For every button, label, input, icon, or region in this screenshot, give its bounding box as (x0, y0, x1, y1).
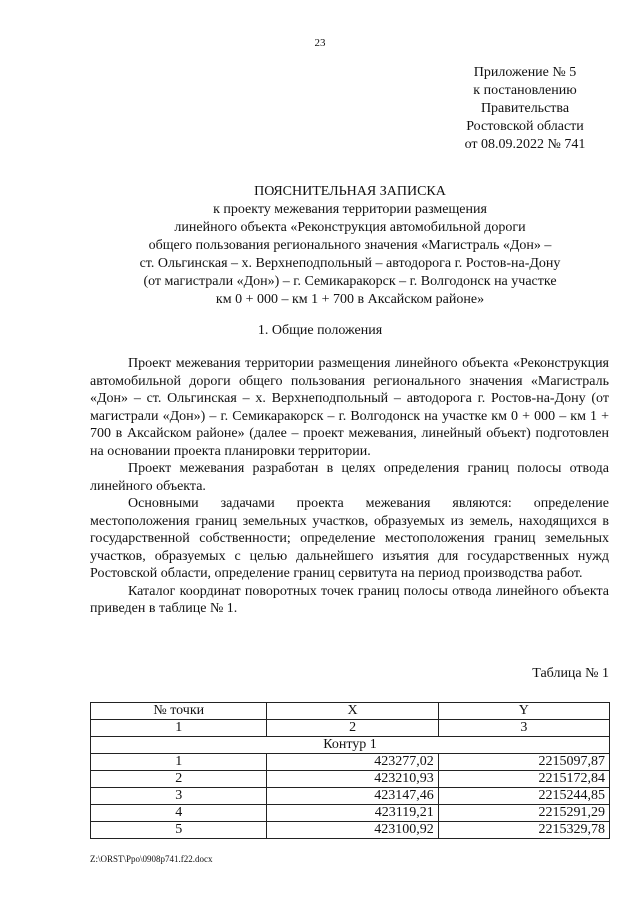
x-value: 423119,21 (267, 805, 438, 822)
title-line: (от магистрали «Дон») – г. Семикаракорск – г. Волгодонск на участке (143, 274, 557, 289)
y-value: 2215097,87 (438, 754, 609, 771)
column-number: 3 (438, 720, 609, 737)
table-row (91, 788, 610, 805)
header-point-number: № точки (91, 703, 267, 720)
page-number: 23 (314, 37, 326, 49)
header-x: X (267, 703, 438, 720)
paragraph: Основными задачами проекта межевания являются: определение местоположения границ земельных участков, образуемых из земель, находящихся в государственной собственности; определение местоположения границ земельных участков, образуемых с целью дальнейшего изъятия для государственных нужд Ростовской области, определение границ сервитута на период производства работ. (90, 496, 609, 581)
title-line: общего пользования регионального значения «Магистраль «Дон» – (148, 238, 552, 253)
point-number: 2 (91, 771, 267, 788)
column-number-row (91, 720, 610, 737)
coordinates-table (90, 702, 610, 839)
table-row (91, 771, 610, 788)
contour-label: Контур 1 (91, 737, 610, 754)
y-value: 2215172,84 (438, 771, 609, 788)
x-value: 423210,93 (267, 771, 438, 788)
table-row (91, 822, 610, 839)
paragraph: Проект межевания разработан в целях определения границ полосы отвода линейного объекта. (90, 461, 609, 494)
table-row (91, 754, 610, 771)
y-value: 2215244,85 (438, 788, 609, 805)
title-line: км 0 + 000 – км 1 + 700 в Аксайском районе» (215, 292, 485, 307)
appendix-line: от 08.09.2022 № 741 (464, 137, 586, 152)
appendix-line: к постановлению (473, 83, 577, 98)
paragraph: Каталог координат поворотных точек границ полосы отвода линейного объекта приведен в таблице № 1. (90, 583, 609, 616)
paragraph: Проект межевания территории размещения линейного объекта «Реконструкция автомобильной дороги общего пользования регионального значения «Магистраль «Дон» – ст. Ольгинская – х. Верхнеподпольный – автодорога г. Ростов-на-Дону (от магистрали «Дон») – г. Семикаракорск – г. Волгодонск на участке км 0 + 000 – км 1 + 700 в Аксайском районе» (далее – проект межевания, линейный объект) подготовлен на основании проекта планировки территории. (90, 356, 609, 459)
appendix-block (430, 64, 620, 154)
body-text (90, 355, 609, 618)
column-number: 2 (267, 720, 438, 737)
footer-file-path: Z:\ORST\Ppo\0908p741.f22.docx (90, 854, 213, 864)
document-title: ПОЯСНИТЕЛЬНАЯ ЗАПИСКА (254, 184, 446, 199)
title-line: к проекту межевания территории размещения (213, 202, 487, 217)
x-value: 423277,02 (267, 754, 438, 771)
table-header-row (91, 703, 610, 720)
header-y: Y (438, 703, 609, 720)
section-heading: 1. Общие положения (257, 323, 383, 338)
table-row (91, 805, 610, 822)
point-number: 3 (91, 788, 267, 805)
appendix-line: Ростовской области (466, 119, 584, 134)
point-number: 5 (91, 822, 267, 839)
x-value: 423100,92 (267, 822, 438, 839)
y-value: 2215329,78 (438, 822, 609, 839)
y-value: 2215291,29 (438, 805, 609, 822)
title-line: ст. Ольгинская – х. Верхнеподпольный – автодорога г. Ростов-на-Дону (139, 256, 561, 271)
document-title-block (60, 183, 640, 309)
point-number: 1 (91, 754, 267, 771)
column-number: 1 (91, 720, 267, 737)
title-line: линейного объекта «Реконструкция автомобильной дороги (174, 220, 526, 235)
table-caption: Таблица № 1 (532, 666, 609, 681)
contour-row (91, 737, 610, 754)
appendix-line: Правительства (480, 101, 570, 116)
point-number: 4 (91, 805, 267, 822)
appendix-line: Приложение № 5 (473, 65, 577, 80)
x-value: 423147,46 (267, 788, 438, 805)
